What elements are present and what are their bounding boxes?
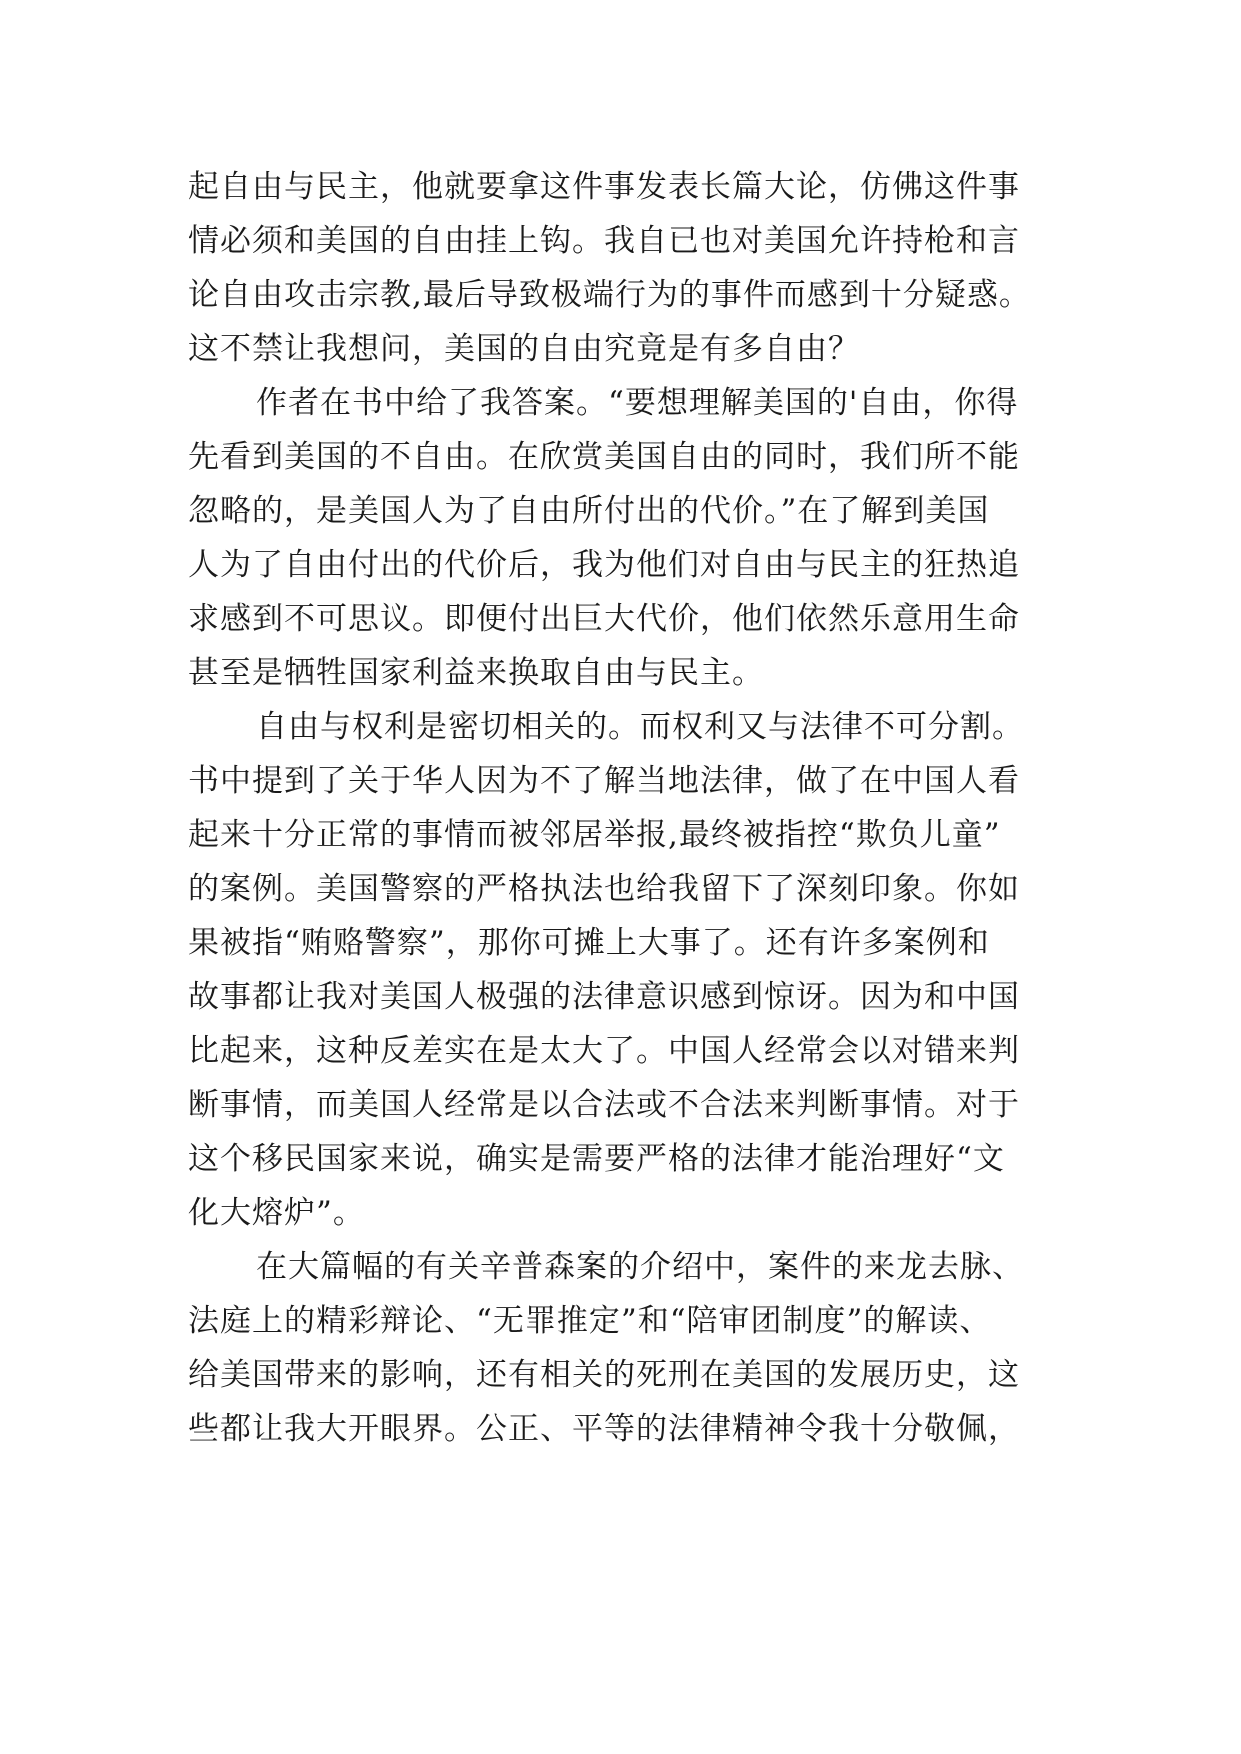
text-line: 法庭上的精彩辩论、“无罪推定”和“陪审团制度”的解读、 (188, 1303, 992, 1339)
text-line: 情必须和美国的自由挂上钩。我自已也对美国允许持枪和言 (188, 223, 1020, 259)
text-line: 些都让我大开眼界。公正、平等的法律精神令我十分敬佩， (188, 1411, 1020, 1447)
text-line: 故事都让我对美国人极强的法律意识感到惊讶。因为和中国 (188, 979, 1020, 1015)
text-line: 人为了自由付出的代价后，我为他们对自由与民主的狂热追 (188, 547, 1020, 583)
paragraph-first-line: 作者在书中给了我答案。“要想理解美国的'自由，你得 (256, 385, 1019, 421)
text-line: 甚至是牺牲国家利益来换取自由与民主。 (188, 655, 764, 691)
text-line: 书中提到了关于华人因为不了解当地法律，做了在中国人看 (188, 763, 1020, 799)
text-line: 起自由与民主，他就要拿这件事发表长篇大论，仿佛这件事 (188, 169, 1020, 205)
paragraph-first-line: 自由与权利是密切相关的。而权利又与法律不可分割。 (256, 709, 1024, 745)
text-line: 论自由攻击宗教,最后导致极端行为的事件而感到十分疑惑。 (188, 277, 1031, 313)
text-line: 比起来，这种反差实在是太大了。中国人经常会以对错来判 (188, 1033, 1020, 1069)
body-text (188, 160, 1088, 1456)
text-line: 起来十分正常的事情而被邻居举报,最终被指控“欺负儿童” (188, 817, 1001, 853)
text-line: 这不禁让我想问，美国的自由究竟是有多自由？ (188, 331, 860, 367)
text-line: 给美国带来的影响，还有相关的死刑在美国的发展历史，这 (188, 1357, 1020, 1393)
text-line: 果被指“贿赂警察”，那你可摊上大事了。还有许多案例和 (188, 925, 990, 961)
paragraph-first-line: 在大篇幅的有关辛普森案的介绍中，案件的来龙去脉、 (256, 1249, 1024, 1285)
text-line: 断事情，而美国人经常是以合法或不合法来判断事情。对于 (188, 1087, 1020, 1123)
text-line: 忽略的，是美国人为了自由所付出的代价。”在了解到美国 (188, 493, 990, 529)
text-line: 先看到美国的不自由。在欣赏美国自由的同时，我们所不能 (188, 439, 1020, 475)
text-line: 这个移民国家来说，确实是需要严格的法律才能治理好“文 (188, 1141, 1005, 1177)
text-line: 化大熔炉”。 (188, 1195, 365, 1231)
text-line: 求感到不可思议。即便付出巨大代价，他们依然乐意用生命 (188, 601, 1020, 637)
text-line: 的案例。美国警察的严格执法也给我留下了深刻印象。你如 (188, 871, 1020, 907)
